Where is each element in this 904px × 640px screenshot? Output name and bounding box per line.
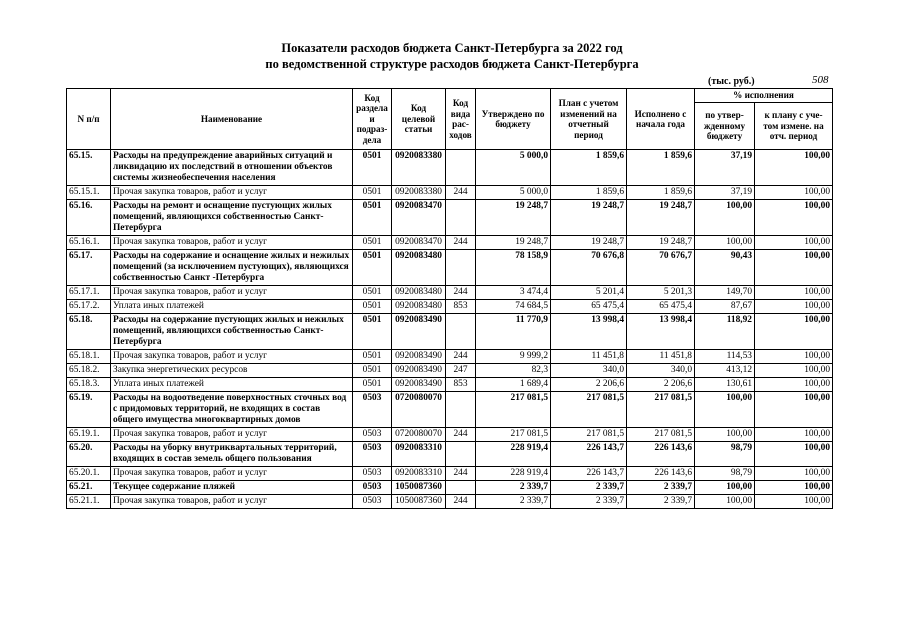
units-label: (тыс. руб.): [708, 76, 755, 87]
row-kind-code: 247: [446, 364, 476, 378]
row-name: Расходы на уборку внутриквартальных территорий, входящих в состав земель общего пользования: [111, 442, 353, 467]
row-kind-code: 244: [446, 286, 476, 300]
row-pct-plan: 100,00: [755, 364, 833, 378]
table-row: [67, 364, 833, 378]
row-executed: 11 451,8: [627, 350, 695, 364]
table-row: [67, 467, 833, 481]
row-executed: 5 201,3: [627, 286, 695, 300]
row-target-code: 0920083490: [392, 350, 446, 364]
row-pct-approved: 149,70: [695, 286, 755, 300]
table-row: [67, 236, 833, 250]
row-plan: 5 201,4: [551, 286, 627, 300]
row-target-code: 0920083310: [392, 442, 446, 467]
row-pct-plan: 100,00: [755, 428, 833, 442]
row-executed: 65 475,4: [627, 300, 695, 314]
row-target-code: 0720080070: [392, 392, 446, 428]
row-pct-approved: 98,79: [695, 467, 755, 481]
row-approved: 228 919,4: [476, 442, 551, 467]
row-name: Текущее содержание пляжей: [111, 481, 353, 495]
row-target-code: 0920083480: [392, 300, 446, 314]
row-pct-plan: 100,00: [755, 250, 833, 286]
row-name: Прочая закупка товаров, работ и услуг: [111, 428, 353, 442]
row-executed: 2 339,7: [627, 495, 695, 509]
row-executed: 70 676,7: [627, 250, 695, 286]
row-target-code: 1050087360: [392, 495, 446, 509]
header-name: Наименование: [111, 89, 353, 150]
row-executed: 13 998,4: [627, 314, 695, 350]
page-number: 508: [812, 74, 829, 86]
row-name: Расходы на предупреждение аварийных ситуаций и ликвидацию их последствий в отношении объектов системы жизнеобеспечения населения: [111, 150, 353, 186]
row-num: 65.18.3.: [67, 378, 111, 392]
row-plan: 340,0: [551, 364, 627, 378]
row-kind-code: [446, 250, 476, 286]
row-section-code: 0503: [353, 467, 392, 481]
row-pct-plan: 100,00: [755, 300, 833, 314]
row-executed: 226 143,6: [627, 467, 695, 481]
header-pct-group: % исполнения: [695, 89, 833, 103]
row-target-code: 0920083310: [392, 467, 446, 481]
row-section-code: 0501: [353, 314, 392, 350]
row-section-code: 0503: [353, 392, 392, 428]
row-section-code: 0503: [353, 495, 392, 509]
row-pct-plan: 100,00: [755, 350, 833, 364]
row-pct-approved: 100,00: [695, 392, 755, 428]
row-plan: 217 081,5: [551, 392, 627, 428]
row-plan: 217 081,5: [551, 428, 627, 442]
table-row: [67, 350, 833, 364]
row-kind-code: 244: [446, 350, 476, 364]
row-pct-plan: 100,00: [755, 236, 833, 250]
row-approved: 1 689,4: [476, 378, 551, 392]
row-kind-code: 853: [446, 300, 476, 314]
row-kind-code: 853: [446, 378, 476, 392]
row-name: Уплата иных платежей: [111, 378, 353, 392]
row-pct-approved: 87,67: [695, 300, 755, 314]
row-name: Прочая закупка товаров, работ и услуг: [111, 350, 353, 364]
row-kind-code: [446, 392, 476, 428]
table-row: [67, 150, 833, 186]
row-pct-plan: 100,00: [755, 442, 833, 467]
row-name: Прочая закупка товаров, работ и услуг: [111, 495, 353, 509]
row-kind-code: [446, 150, 476, 186]
row-executed: 340,0: [627, 364, 695, 378]
row-num: 65.18.: [67, 314, 111, 350]
row-section-code: 0501: [353, 236, 392, 250]
row-approved: 82,3: [476, 364, 551, 378]
row-target-code: 0920083470: [392, 236, 446, 250]
row-name: Закупка энергетических ресурсов: [111, 364, 353, 378]
row-kind-code: [446, 442, 476, 467]
row-pct-plan: 100,00: [755, 286, 833, 300]
row-num: 65.17.: [67, 250, 111, 286]
row-executed: 217 081,5: [627, 428, 695, 442]
row-plan: 226 143,7: [551, 467, 627, 481]
header-section: Код раздела и подраз-дела: [353, 89, 392, 150]
row-executed: 2 339,7: [627, 481, 695, 495]
header-pct-plan: к плану с уче-том измене. на отч. период: [755, 103, 833, 150]
header-approved: Утверждено по бюджету: [476, 89, 551, 150]
row-kind-code: 244: [446, 236, 476, 250]
row-target-code: 0920083480: [392, 286, 446, 300]
row-target-code: 0920083480: [392, 250, 446, 286]
row-pct-plan: 100,00: [755, 200, 833, 236]
row-num: 65.16.1.: [67, 236, 111, 250]
table-row: [67, 378, 833, 392]
row-name: Расходы на содержание пустующих жилых и нежилых помещений, являющихся собственностью Санкт-Петербурга: [111, 314, 353, 350]
table-row: [67, 442, 833, 467]
row-pct-plan: 100,00: [755, 495, 833, 509]
row-num: 65.18.1.: [67, 350, 111, 364]
row-target-code: 0920083490: [392, 314, 446, 350]
row-kind-code: [446, 481, 476, 495]
row-pct-approved: 100,00: [695, 495, 755, 509]
row-pct-approved: 100,00: [695, 200, 755, 236]
row-section-code: 0503: [353, 481, 392, 495]
row-approved: 11 770,9: [476, 314, 551, 350]
row-section-code: 0501: [353, 250, 392, 286]
row-num: 65.16.: [67, 200, 111, 236]
row-section-code: 0501: [353, 350, 392, 364]
row-num: 65.19.: [67, 392, 111, 428]
table-row: [67, 495, 833, 509]
row-num: 65.20.: [67, 442, 111, 467]
row-num: 65.21.: [67, 481, 111, 495]
row-approved: 74 684,5: [476, 300, 551, 314]
header-num: N п/п: [67, 89, 111, 150]
row-num: 65.17.1.: [67, 286, 111, 300]
row-approved: 5 000,0: [476, 186, 551, 200]
row-kind-code: 244: [446, 428, 476, 442]
row-target-code: 0720080070: [392, 428, 446, 442]
row-num: 65.15.1.: [67, 186, 111, 200]
row-target-code: 0920083380: [392, 186, 446, 200]
row-section-code: 0503: [353, 428, 392, 442]
row-pct-approved: 98,79: [695, 442, 755, 467]
row-section-code: 0503: [353, 442, 392, 467]
table-row: [67, 250, 833, 286]
row-pct-plan: 100,00: [755, 378, 833, 392]
header-kind: Код вида рас-ходов: [446, 89, 476, 150]
row-plan: 19 248,7: [551, 200, 627, 236]
row-plan: 19 248,7: [551, 236, 627, 250]
header-pct-approved: по утвер-жденному бюджету: [695, 103, 755, 150]
row-executed: 217 081,5: [627, 392, 695, 428]
header-plan: План с учетом изменений на отчетный период: [551, 89, 627, 150]
row-kind-code: 244: [446, 495, 476, 509]
row-num: 65.15.: [67, 150, 111, 186]
row-approved: 217 081,5: [476, 392, 551, 428]
row-target-code: 0920083490: [392, 378, 446, 392]
row-pct-approved: 413,12: [695, 364, 755, 378]
header-target: Код целевой статьи: [392, 89, 446, 150]
row-pct-plan: 100,00: [755, 481, 833, 495]
row-num: 65.20.1.: [67, 467, 111, 481]
row-kind-code: [446, 200, 476, 236]
row-kind-code: 244: [446, 467, 476, 481]
row-approved: 5 000,0: [476, 150, 551, 186]
row-executed: 226 143,6: [627, 442, 695, 467]
row-executed: 2 206,6: [627, 378, 695, 392]
row-approved: 9 999,2: [476, 350, 551, 364]
row-kind-code: [446, 314, 476, 350]
row-pct-approved: 37,19: [695, 186, 755, 200]
row-section-code: 0501: [353, 186, 392, 200]
row-plan: 1 859,6: [551, 186, 627, 200]
row-executed: 19 248,7: [627, 236, 695, 250]
row-plan: 226 143,7: [551, 442, 627, 467]
row-section-code: 0501: [353, 364, 392, 378]
document-title: [0, 40, 904, 72]
row-pct-approved: 114,53: [695, 350, 755, 364]
row-pct-approved: 37,19: [695, 150, 755, 186]
table-row: [67, 481, 833, 495]
header-executed: Исполнено с начала года: [627, 89, 695, 150]
row-target-code: 0920083490: [392, 364, 446, 378]
table-row: [67, 186, 833, 200]
row-approved: 78 158,9: [476, 250, 551, 286]
row-pct-plan: 100,00: [755, 314, 833, 350]
row-pct-approved: 100,00: [695, 428, 755, 442]
row-plan: 2 206,6: [551, 378, 627, 392]
row-plan: 2 339,7: [551, 495, 627, 509]
expenditure-table: [66, 88, 833, 509]
title-line-2: по ведомственной структуре расходов бюджета Санкт-Петербурга: [265, 57, 639, 71]
row-num: 65.19.1.: [67, 428, 111, 442]
row-pct-approved: 130,61: [695, 378, 755, 392]
row-pct-plan: 100,00: [755, 467, 833, 481]
title-line-1: Показатели расходов бюджета Санкт-Петербурга за 2022 год: [281, 41, 623, 55]
row-approved: 217 081,5: [476, 428, 551, 442]
table-row: [67, 286, 833, 300]
table-row: [67, 314, 833, 350]
row-pct-plan: 100,00: [755, 392, 833, 428]
row-name: Прочая закупка товаров, работ и услуг: [111, 186, 353, 200]
row-plan: 13 998,4: [551, 314, 627, 350]
table-row: [67, 200, 833, 236]
row-name: Прочая закупка товаров, работ и услуг: [111, 236, 353, 250]
table-row: [67, 392, 833, 428]
row-pct-approved: 118,92: [695, 314, 755, 350]
row-approved: 2 339,7: [476, 481, 551, 495]
row-executed: 1 859,6: [627, 150, 695, 186]
row-section-code: 0501: [353, 300, 392, 314]
row-num: 65.21.1.: [67, 495, 111, 509]
row-approved: 2 339,7: [476, 495, 551, 509]
row-pct-plan: 100,00: [755, 150, 833, 186]
row-pct-plan: 100,00: [755, 186, 833, 200]
table-body: [67, 150, 833, 509]
row-name: Прочая закупка товаров, работ и услуг: [111, 286, 353, 300]
row-plan: 11 451,8: [551, 350, 627, 364]
row-target-code: 1050087360: [392, 481, 446, 495]
row-name: Расходы на содержание и оснащение жилых и нежилых помещений (за исключением пустующих), являющихся собственностью Санкт -Петербурга: [111, 250, 353, 286]
row-executed: 19 248,7: [627, 200, 695, 236]
row-approved: 19 248,7: [476, 200, 551, 236]
row-plan: 1 859,6: [551, 150, 627, 186]
row-kind-code: 244: [446, 186, 476, 200]
row-pct-approved: 100,00: [695, 236, 755, 250]
row-section-code: 0501: [353, 200, 392, 236]
row-plan: 2 339,7: [551, 481, 627, 495]
table-row: [67, 428, 833, 442]
row-name: Расходы на водоотведение поверхностных сточных вод с придомовых территорий, не входящих в состав общего имущества многоквартирных домов: [111, 392, 353, 428]
row-target-code: 0920083470: [392, 200, 446, 236]
row-num: 65.17.2.: [67, 300, 111, 314]
row-name: Прочая закупка товаров, работ и услуг: [111, 467, 353, 481]
row-section-code: 0501: [353, 286, 392, 300]
row-name: Расходы на ремонт и оснащение пустующих жилых помещений, являющихся собственностью Санкт-Петербурга: [111, 200, 353, 236]
row-plan: 70 676,8: [551, 250, 627, 286]
row-pct-approved: 100,00: [695, 481, 755, 495]
row-section-code: 0501: [353, 378, 392, 392]
table-row: [67, 300, 833, 314]
row-approved: 19 248,7: [476, 236, 551, 250]
row-executed: 1 859,6: [627, 186, 695, 200]
row-approved: 228 919,4: [476, 467, 551, 481]
row-num: 65.18.2.: [67, 364, 111, 378]
row-section-code: 0501: [353, 150, 392, 186]
row-target-code: 0920083380: [392, 150, 446, 186]
row-approved: 3 474,4: [476, 286, 551, 300]
row-plan: 65 475,4: [551, 300, 627, 314]
row-pct-approved: 90,43: [695, 250, 755, 286]
row-name: Уплата иных платежей: [111, 300, 353, 314]
